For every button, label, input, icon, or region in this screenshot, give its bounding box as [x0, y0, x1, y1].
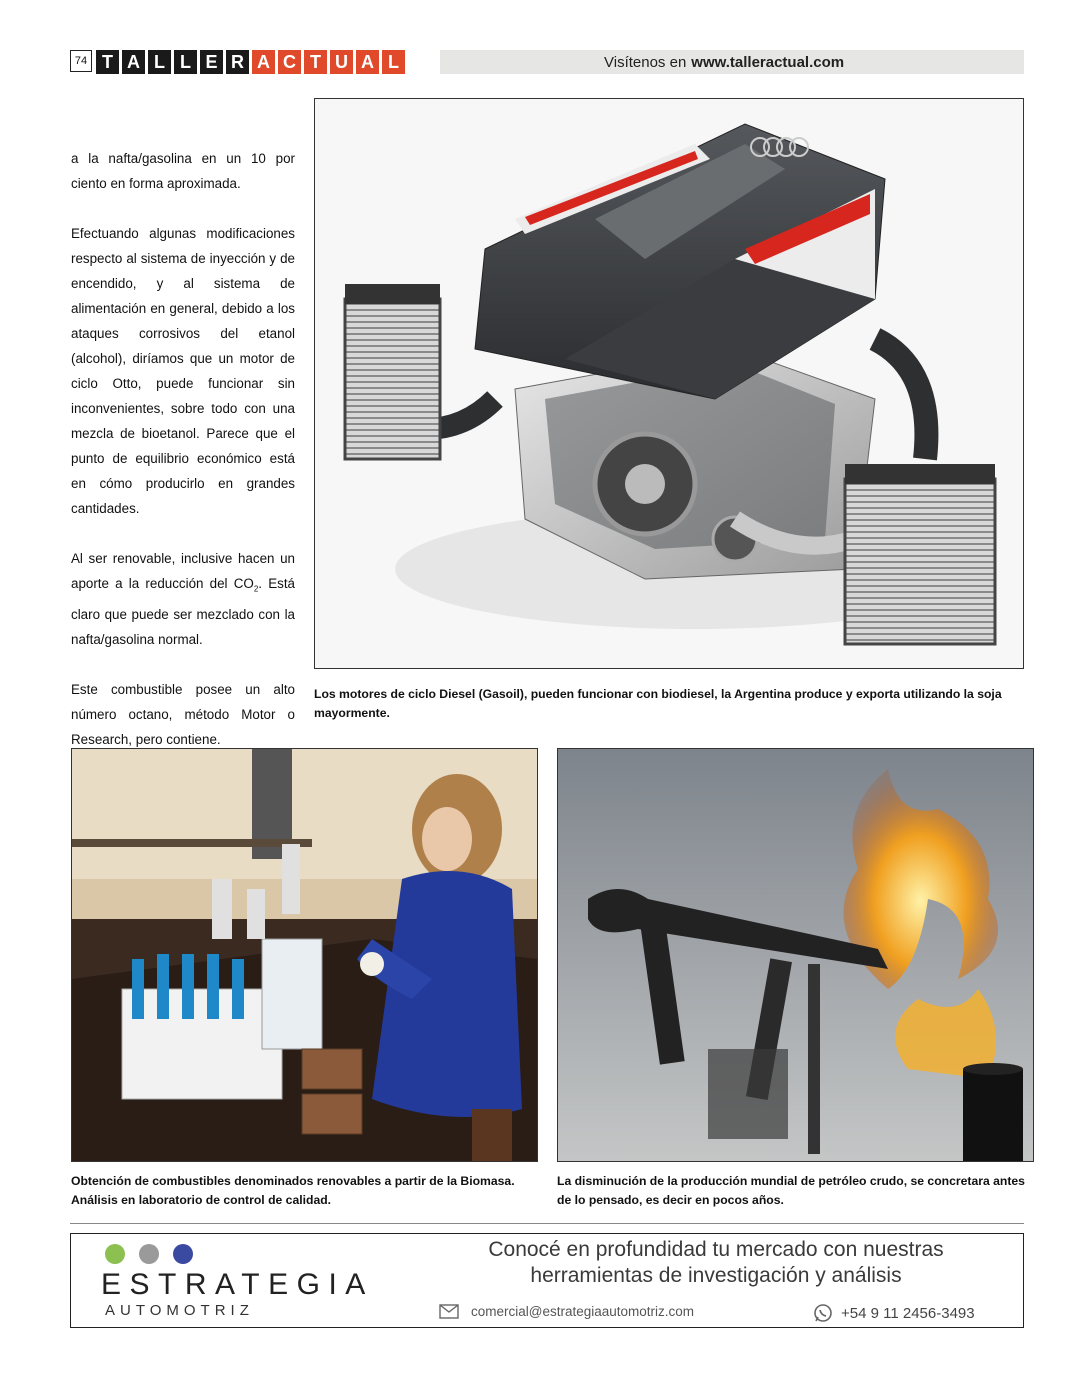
- article-body: [71, 146, 295, 752]
- logo-letter: L: [174, 50, 197, 74]
- paragraph: Este combustible posee un alto número octano, método Motor o Research, pero contiene.: [71, 681, 295, 747]
- logo-letter: A: [122, 50, 145, 74]
- oil-pump-photo: [557, 748, 1034, 1162]
- paragraph: Al ser renovable, inclusive hacen un aporte a la reducción del $CO_2$. Está claro que puede ser mezclado con la nafta/gasolina normal.: [71, 551, 295, 647]
- logo-letter: U: [330, 50, 353, 74]
- logo-letter: T: [304, 50, 327, 74]
- website-link[interactable]: www.talleractual.com: [691, 53, 845, 71]
- ad-headline: Conocé en profundidad tu mercado con nuestras: [488, 1238, 944, 1261]
- magazine-logo: [96, 50, 405, 74]
- advertiser-name: ESTRATEGIA: [101, 1268, 374, 1301]
- ad-headline-2: herramientas de investigación y análisis: [530, 1264, 902, 1287]
- phone-number[interactable]: +54 9 11 2456-3493: [841, 1304, 975, 1322]
- logo-letter: L: [148, 50, 171, 74]
- paragraph: Efectuando algunas modificaciones respecto al sistema de inyección y de encendido, y al sistema de alimentación en general, debido a los ataques corrosivos del etanol (alcohol), diríamos que un motor de ciclo Otto, puede funcionar sin inconvenientes, sobre todo con una mezcla de bioetanol. Parece que el punto de equilibrio económico está en cómo producirlo en grandes cantidades.: [71, 226, 295, 516]
- logo-letter: C: [278, 50, 301, 74]
- header-bar: [440, 50, 1024, 74]
- ad-email[interactable]: [439, 1304, 694, 1319]
- laboratory-photo: [71, 748, 538, 1162]
- visit-prefix: Visítenos en: [604, 53, 687, 71]
- whatsapp-icon: [813, 1303, 833, 1323]
- logo-dot-green: [105, 1244, 125, 1264]
- lab-caption: Obtención de combustibles denominados renovables a partir de la Biomasa. Análisis en laboratorio de control de calidad.: [71, 1174, 515, 1207]
- engine-photo: [314, 98, 1024, 669]
- envelope-icon: [439, 1304, 459, 1319]
- logo-letter: T: [96, 50, 119, 74]
- divider: [70, 1223, 1024, 1224]
- logo-letter: A: [252, 50, 275, 74]
- email-address[interactable]: comercial@estrategiaautomotriz.com: [471, 1304, 695, 1319]
- logo-letter: E: [200, 50, 223, 74]
- paragraph: a la nafta/gasolina en un 10 por ciento en forma aproximada.: [71, 151, 295, 191]
- oil-caption: La disminución de la producción mundial de petróleo crudo, se concretara antes de lo pensado, es decir en pocos años.: [557, 1174, 1025, 1207]
- advertisement-banner[interactable]: [70, 1233, 1024, 1328]
- logo-letter: R: [226, 50, 249, 74]
- logo-letter: L: [382, 50, 405, 74]
- logo-letter: A: [356, 50, 379, 74]
- ad-phone[interactable]: [813, 1303, 975, 1323]
- logo-dot-gray: [139, 1244, 159, 1264]
- engine-caption: Los motores de ciclo Diesel (Gasoil), pueden funcionar con biodiesel, la Argentina produce y exporta utilizando la soja mayormente.: [314, 687, 1002, 720]
- page-number: 74: [70, 50, 92, 72]
- logo-dot-blue: [173, 1244, 193, 1264]
- advertiser-subtitle: AUTOMOTRIZ: [105, 1302, 254, 1319]
